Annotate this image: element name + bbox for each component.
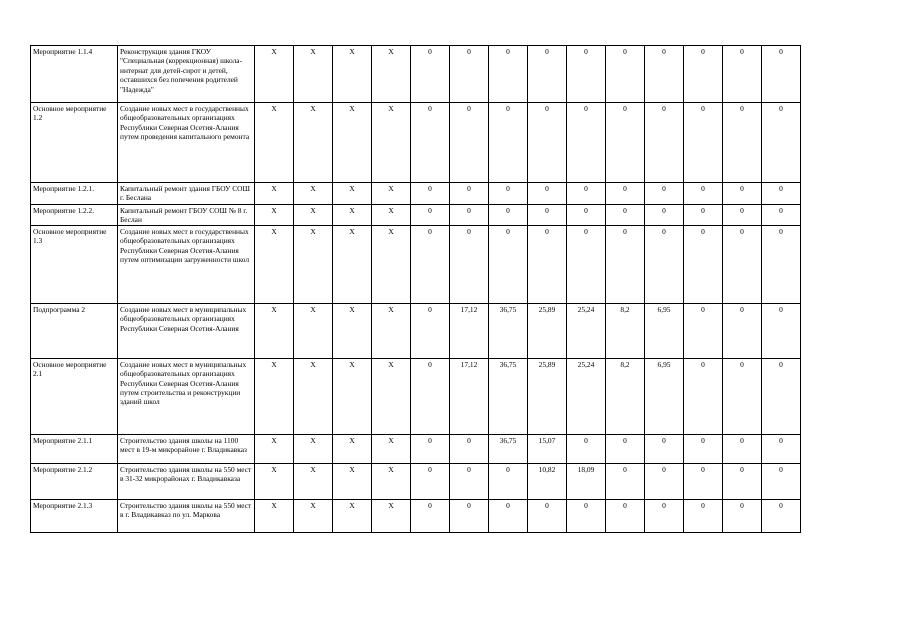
- value-cell: 0: [762, 358, 801, 434]
- value-cell: 0: [723, 205, 762, 226]
- value-cell: 0: [684, 303, 723, 358]
- value-cell: X: [294, 103, 333, 183]
- value-cell: X: [333, 183, 372, 205]
- value-cell: 0: [723, 103, 762, 183]
- value-cell: 0: [684, 463, 723, 499]
- value-cell: 0: [723, 46, 762, 103]
- value-cell: X: [333, 103, 372, 183]
- value-cell: 0: [762, 499, 801, 532]
- value-cell: X: [372, 225, 411, 303]
- value-cell: 0: [528, 205, 567, 226]
- value-cell: 0: [411, 225, 450, 303]
- value-cell: 0: [762, 103, 801, 183]
- value-cell: X: [372, 303, 411, 358]
- value-cell: 0: [723, 463, 762, 499]
- value-cell: 0: [684, 205, 723, 226]
- value-cell: 0: [762, 303, 801, 358]
- value-cell: 0: [723, 303, 762, 358]
- table-row: [31, 499, 801, 532]
- row-description-cell: Создание новых мест в государственных общеобразовательных организациях Республики Северная Осетия-Алания путем оптимизации загруженности школ: [118, 225, 255, 303]
- value-cell: 0: [411, 463, 450, 499]
- value-cell: 8,2: [606, 358, 645, 434]
- value-cell: 0: [684, 499, 723, 532]
- value-cell: X: [294, 205, 333, 226]
- value-cell: X: [333, 225, 372, 303]
- value-cell: 0: [567, 46, 606, 103]
- table-row: [31, 103, 801, 183]
- value-cell: 0: [489, 463, 528, 499]
- table-row: [31, 183, 801, 205]
- value-cell: 0: [411, 303, 450, 358]
- value-cell: 0: [645, 183, 684, 205]
- value-cell: 0: [528, 183, 567, 205]
- row-description-cell: Создание новых мест в государственных общеобразовательных организациях Республики Северная Осетия-Алания путем проведения капитального ремонта: [118, 103, 255, 183]
- value-cell: X: [255, 358, 294, 434]
- value-cell: 0: [411, 358, 450, 434]
- row-name-cell: Подпрограмма 2: [31, 303, 118, 358]
- table-row: [31, 358, 801, 434]
- table-row: [31, 46, 801, 103]
- value-cell: 0: [684, 46, 723, 103]
- value-cell: 0: [489, 46, 528, 103]
- row-description-cell: Капитальный ремонт ГБОУ СОШ № 8 г. Беслан: [118, 205, 255, 226]
- row-name-cell: Основное мероприятие 1.3: [31, 225, 118, 303]
- value-cell: 0: [723, 434, 762, 463]
- value-cell: 0: [645, 205, 684, 226]
- value-cell: 36,75: [489, 358, 528, 434]
- value-cell: 0: [606, 46, 645, 103]
- value-cell: 0: [723, 225, 762, 303]
- value-cell: X: [333, 499, 372, 532]
- value-cell: 0: [762, 205, 801, 226]
- value-cell: 0: [645, 499, 684, 532]
- value-cell: 0: [723, 358, 762, 434]
- row-description-cell: Капитальный ремонт здания ГБОУ СОШ г. Беслана: [118, 183, 255, 205]
- value-cell: 0: [489, 225, 528, 303]
- row-name-cell: Основное мероприятие 2.1: [31, 358, 118, 434]
- value-cell: 0: [489, 205, 528, 226]
- value-cell: X: [255, 303, 294, 358]
- value-cell: X: [333, 463, 372, 499]
- table-row: [31, 463, 801, 499]
- value-cell: 0: [489, 499, 528, 532]
- value-cell: 0: [528, 103, 567, 183]
- value-cell: 0: [411, 434, 450, 463]
- value-cell: 0: [645, 46, 684, 103]
- value-cell: X: [372, 358, 411, 434]
- value-cell: 0: [567, 499, 606, 532]
- value-cell: 0: [606, 434, 645, 463]
- row-description-cell: Строительство здания школы на 550 мест в г. Владикавказ по ул. Маркова: [118, 499, 255, 532]
- value-cell: X: [294, 463, 333, 499]
- value-cell: 36,75: [489, 434, 528, 463]
- value-cell: 0: [645, 463, 684, 499]
- value-cell: X: [294, 46, 333, 103]
- row-description-cell: Строительство здания школы на 1100 мест в 19-м микрорайоне г. Владикавказ: [118, 434, 255, 463]
- row-name-cell: Мероприятие 1.1.4: [31, 46, 118, 103]
- row-name-cell: Мероприятие 2.1.1: [31, 434, 118, 463]
- value-cell: 0: [606, 499, 645, 532]
- value-cell: X: [255, 103, 294, 183]
- value-cell: X: [372, 434, 411, 463]
- value-cell: 0: [450, 434, 489, 463]
- value-cell: 0: [411, 499, 450, 532]
- value-cell: 0: [645, 225, 684, 303]
- value-cell: 17,12: [450, 358, 489, 434]
- value-cell: 18,09: [567, 463, 606, 499]
- value-cell: 0: [450, 225, 489, 303]
- value-cell: X: [255, 183, 294, 205]
- value-cell: 0: [528, 46, 567, 103]
- value-cell: 0: [450, 463, 489, 499]
- value-cell: 0: [450, 103, 489, 183]
- value-cell: 0: [567, 434, 606, 463]
- value-cell: X: [255, 205, 294, 226]
- value-cell: X: [372, 103, 411, 183]
- value-cell: X: [255, 463, 294, 499]
- value-cell: 10,82: [528, 463, 567, 499]
- value-cell: 0: [489, 103, 528, 183]
- row-name-cell: Мероприятие 1.2.2.: [31, 205, 118, 226]
- table-row: [31, 205, 801, 226]
- value-cell: 0: [684, 434, 723, 463]
- value-cell: X: [372, 463, 411, 499]
- value-cell: 6,95: [645, 358, 684, 434]
- row-description-cell: Создание новых мест в муниципальных общеобразовательных организациях Республики Северная Осетия-Алания путем строительства и реконструкции зданий школ: [118, 358, 255, 434]
- value-cell: X: [294, 434, 333, 463]
- value-cell: X: [255, 434, 294, 463]
- value-cell: 25,89: [528, 303, 567, 358]
- value-cell: 0: [450, 46, 489, 103]
- value-cell: X: [294, 303, 333, 358]
- value-cell: X: [372, 183, 411, 205]
- value-cell: 25,89: [528, 358, 567, 434]
- value-cell: 0: [528, 225, 567, 303]
- value-cell: 0: [567, 225, 606, 303]
- row-description-cell: Создание новых мест в муниципальных общеобразовательных организациях Республики Северная Осетия-Алания: [118, 303, 255, 358]
- table-row: [31, 434, 801, 463]
- value-cell: 0: [762, 46, 801, 103]
- value-cell: 0: [411, 183, 450, 205]
- value-cell: 0: [762, 225, 801, 303]
- value-cell: 25,24: [567, 303, 606, 358]
- value-cell: 0: [684, 103, 723, 183]
- value-cell: X: [255, 225, 294, 303]
- table-row: [31, 225, 801, 303]
- value-cell: X: [255, 499, 294, 532]
- value-cell: X: [333, 303, 372, 358]
- value-cell: 0: [528, 499, 567, 532]
- row-name-cell: Мероприятие 2.1.3: [31, 499, 118, 532]
- value-cell: X: [372, 46, 411, 103]
- value-cell: 0: [606, 225, 645, 303]
- value-cell: X: [255, 46, 294, 103]
- value-cell: 0: [762, 463, 801, 499]
- value-cell: 0: [723, 183, 762, 205]
- value-cell: X: [294, 225, 333, 303]
- value-cell: 0: [606, 183, 645, 205]
- value-cell: 0: [450, 183, 489, 205]
- value-cell: 0: [723, 499, 762, 532]
- value-cell: 0: [762, 434, 801, 463]
- value-cell: X: [333, 358, 372, 434]
- value-cell: 0: [606, 463, 645, 499]
- row-description-cell: Реконструкция здания ГКОУ "Специальная (коррекционная) школа-интернат для детей-сирот и детей, оставшихся без попечения родителей "Надежда": [118, 46, 255, 103]
- row-description-cell: Строительство здания школы на 550 мест в 31-32 микрорайонах г. Владикавказа: [118, 463, 255, 499]
- value-cell: 0: [489, 183, 528, 205]
- value-cell: X: [294, 499, 333, 532]
- value-cell: 0: [684, 183, 723, 205]
- value-cell: 0: [411, 205, 450, 226]
- value-cell: X: [333, 205, 372, 226]
- value-cell: X: [294, 183, 333, 205]
- value-cell: 0: [606, 103, 645, 183]
- value-cell: 0: [762, 183, 801, 205]
- value-cell: X: [333, 434, 372, 463]
- value-cell: 0: [411, 46, 450, 103]
- value-cell: 0: [684, 358, 723, 434]
- value-cell: 0: [567, 103, 606, 183]
- value-cell: 0: [411, 103, 450, 183]
- value-cell: X: [294, 358, 333, 434]
- row-name-cell: Мероприятие 1.2.1.: [31, 183, 118, 205]
- value-cell: X: [333, 46, 372, 103]
- value-cell: 0: [450, 499, 489, 532]
- value-cell: 0: [645, 103, 684, 183]
- value-cell: 0: [567, 205, 606, 226]
- value-cell: 6,95: [645, 303, 684, 358]
- value-cell: 0: [645, 434, 684, 463]
- row-name-cell: Основное мероприятие 1.2: [31, 103, 118, 183]
- value-cell: 25,24: [567, 358, 606, 434]
- value-cell: X: [372, 499, 411, 532]
- row-name-cell: Мероприятие 2.1.2: [31, 463, 118, 499]
- value-cell: 0: [567, 183, 606, 205]
- table-body: [31, 46, 801, 533]
- value-cell: 8,2: [606, 303, 645, 358]
- table-row: [31, 303, 801, 358]
- value-cell: 0: [606, 205, 645, 226]
- value-cell: 36,75: [489, 303, 528, 358]
- value-cell: X: [372, 205, 411, 226]
- value-cell: 0: [684, 225, 723, 303]
- value-cell: 15,07: [528, 434, 567, 463]
- value-cell: 0: [450, 205, 489, 226]
- program-table: [30, 45, 801, 533]
- value-cell: 17,12: [450, 303, 489, 358]
